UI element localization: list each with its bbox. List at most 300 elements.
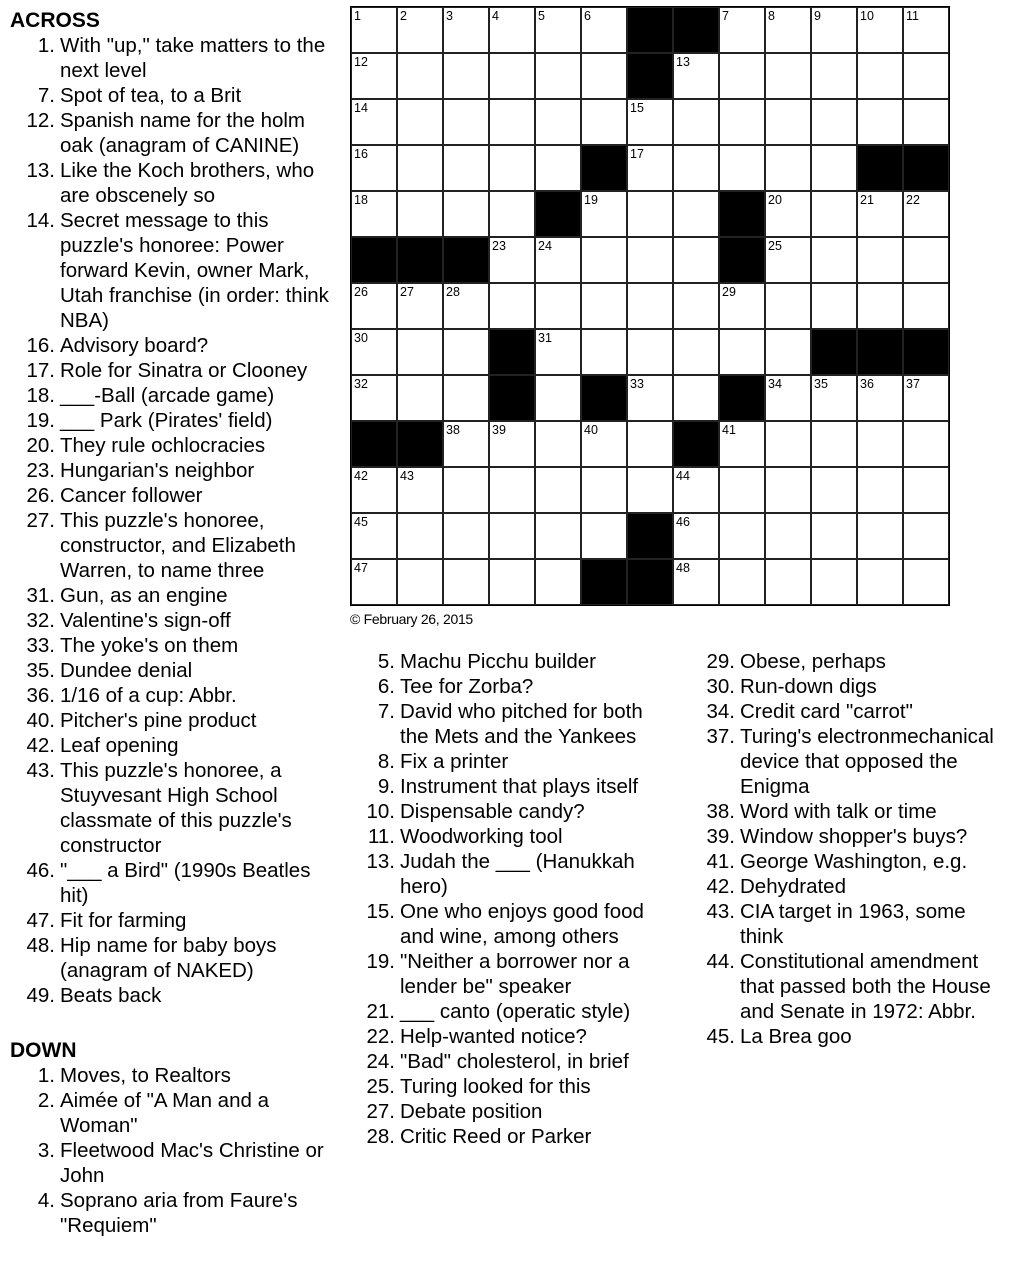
- clue-text: Valentine's sign-off: [60, 609, 231, 632]
- across-clue[interactable]: [10, 108, 336, 158]
- grid-cell[interactable]: [627, 191, 673, 237]
- clue-text: George Washington, e.g.: [740, 850, 968, 873]
- across-clue[interactable]: [10, 33, 336, 83]
- down-clue[interactable]: [700, 649, 1012, 674]
- grid-cell[interactable]: [443, 513, 489, 559]
- across-clue[interactable]: [10, 733, 336, 758]
- grid-cell[interactable]: [351, 99, 397, 145]
- across-clue[interactable]: [10, 708, 336, 733]
- down-clue[interactable]: [360, 824, 668, 849]
- grid-cell[interactable]: [903, 191, 949, 237]
- across-clue[interactable]: [10, 758, 336, 858]
- clue-text: This puzzle's honoree, a Stuyvesant High School classmate of this puzzle's constructor: [60, 759, 292, 857]
- clue-number: 43.: [26, 759, 55, 782]
- down-clue[interactable]: [360, 774, 668, 799]
- across-clue[interactable]: [10, 208, 336, 333]
- grid-cell[interactable]: [351, 559, 397, 605]
- cell-number: 28: [446, 285, 460, 299]
- grid-cell[interactable]: [903, 283, 949, 329]
- grid-cell[interactable]: [811, 283, 857, 329]
- clue-number: 32.: [26, 609, 55, 632]
- grid-cell[interactable]: [535, 513, 581, 559]
- grid-cell[interactable]: [857, 283, 903, 329]
- grid-cell[interactable]: [489, 145, 535, 191]
- grid-cell[interactable]: [857, 513, 903, 559]
- grid-cell[interactable]: [581, 421, 627, 467]
- grid-cell[interactable]: [581, 283, 627, 329]
- grid-cell[interactable]: [443, 559, 489, 605]
- grid-cell[interactable]: [811, 467, 857, 513]
- grid-cell[interactable]: [397, 467, 443, 513]
- clue-number: 31.: [26, 584, 55, 607]
- grid-cell[interactable]: [857, 421, 903, 467]
- grid-cell[interactable]: [535, 145, 581, 191]
- clue-text: "Neither a borrower nor a lender be" speaker: [400, 950, 630, 998]
- grid-cell[interactable]: [581, 329, 627, 375]
- grid-cell[interactable]: [581, 53, 627, 99]
- down-clue[interactable]: [700, 949, 1012, 1024]
- across-clue[interactable]: [10, 383, 336, 408]
- across-clue[interactable]: [10, 83, 336, 108]
- clue-text: 1/16 of a cup: Abbr.: [60, 684, 237, 707]
- grid-cell[interactable]: [581, 513, 627, 559]
- across-clue[interactable]: [10, 858, 336, 908]
- clue-text: "Bad" cholesterol, in brief: [400, 1050, 629, 1073]
- grid-cell[interactable]: [443, 7, 489, 53]
- grid-cell[interactable]: [627, 99, 673, 145]
- clue-text: Gun, as an engine: [60, 584, 228, 607]
- grid-cell[interactable]: [857, 191, 903, 237]
- grid-cell[interactable]: [903, 237, 949, 283]
- grid-cell[interactable]: [719, 559, 765, 605]
- grid-cell[interactable]: [443, 53, 489, 99]
- grid-cell[interactable]: [535, 421, 581, 467]
- grid-cell[interactable]: [719, 7, 765, 53]
- across-clue[interactable]: [10, 608, 336, 633]
- grid-cell[interactable]: [443, 329, 489, 375]
- black-square: [489, 329, 535, 375]
- grid-cell[interactable]: [811, 237, 857, 283]
- copyright-notice: © February 26, 2015: [350, 611, 473, 627]
- clue-text: La Brea goo: [740, 1025, 852, 1048]
- grid-cell[interactable]: [351, 513, 397, 559]
- grid-cell[interactable]: [673, 329, 719, 375]
- cell-number: 43: [400, 469, 414, 483]
- grid-cell[interactable]: [765, 191, 811, 237]
- grid-cell[interactable]: [811, 191, 857, 237]
- grid-cell[interactable]: [397, 99, 443, 145]
- grid-cell[interactable]: [673, 283, 719, 329]
- grid-cell[interactable]: [535, 237, 581, 283]
- grid-cell[interactable]: [719, 283, 765, 329]
- grid-cell[interactable]: [765, 237, 811, 283]
- clue-text: David who pitched for both the Mets and the Yankees: [400, 700, 643, 748]
- clue-text: Obese, perhaps: [740, 650, 886, 673]
- grid-cell[interactable]: [627, 375, 673, 421]
- across-clue[interactable]: [10, 908, 336, 933]
- grid-cell[interactable]: [397, 329, 443, 375]
- across-clue[interactable]: [10, 483, 336, 508]
- grid-cell[interactable]: [765, 329, 811, 375]
- down-clue[interactable]: [10, 1138, 336, 1188]
- grid-cell[interactable]: [443, 467, 489, 513]
- grid-cell[interactable]: [903, 375, 949, 421]
- grid-cell[interactable]: [535, 283, 581, 329]
- grid-cell[interactable]: [765, 53, 811, 99]
- black-square: [719, 191, 765, 237]
- grid-cell[interactable]: [673, 53, 719, 99]
- clue-number: 46.: [26, 859, 55, 882]
- clue-text: Spanish name for the holm oak (anagram of CANINE): [60, 109, 305, 157]
- grid-cell[interactable]: [857, 467, 903, 513]
- clue-number: 12.: [26, 109, 55, 132]
- grid-cell[interactable]: [811, 7, 857, 53]
- grid-cell[interactable]: [673, 191, 719, 237]
- grid-cell[interactable]: [765, 283, 811, 329]
- black-square: [535, 191, 581, 237]
- grid-cell[interactable]: [673, 467, 719, 513]
- grid-cell[interactable]: [581, 237, 627, 283]
- grid-cell[interactable]: [351, 191, 397, 237]
- down-clue[interactable]: [360, 674, 668, 699]
- cell-number: 47: [354, 561, 368, 575]
- clue-number: 8.: [377, 750, 395, 773]
- down-clue-list-continued: [700, 649, 1012, 1049]
- grid-cell[interactable]: [765, 467, 811, 513]
- cell-number: 1: [354, 9, 361, 23]
- clue-number: 5.: [377, 650, 395, 673]
- grid-cell[interactable]: [581, 467, 627, 513]
- across-clue[interactable]: [10, 933, 336, 983]
- clue-number: 48.: [26, 934, 55, 957]
- down-clue[interactable]: [360, 1024, 668, 1049]
- clue-text: Like the Koch brothers, who are obscenely so: [60, 159, 315, 207]
- grid-cell[interactable]: [857, 99, 903, 145]
- across-clue[interactable]: [10, 358, 336, 383]
- grid-cell[interactable]: [489, 513, 535, 559]
- clue-number: 20.: [26, 434, 55, 457]
- grid-cell[interactable]: [489, 421, 535, 467]
- down-clue[interactable]: [700, 824, 1012, 849]
- grid-cell[interactable]: [857, 559, 903, 605]
- grid-cell[interactable]: [811, 559, 857, 605]
- grid-cell[interactable]: [719, 421, 765, 467]
- grid-cell[interactable]: [535, 375, 581, 421]
- black-square: [719, 237, 765, 283]
- grid-cell[interactable]: [673, 99, 719, 145]
- grid-cell[interactable]: [351, 375, 397, 421]
- clue-number: 4.: [37, 1189, 55, 1212]
- cell-number: 32: [354, 377, 368, 391]
- black-square: [581, 145, 627, 191]
- grid-cell[interactable]: [765, 99, 811, 145]
- clue-number: 23.: [26, 459, 55, 482]
- grid-cell[interactable]: [857, 53, 903, 99]
- clue-text: Fit for farming: [60, 909, 187, 932]
- across-clue[interactable]: [10, 408, 336, 433]
- grid-cell[interactable]: [811, 145, 857, 191]
- across-clue[interactable]: [10, 508, 336, 583]
- down-clue[interactable]: [700, 674, 1012, 699]
- clue-number: 17.: [26, 359, 55, 382]
- grid-cell[interactable]: [765, 7, 811, 53]
- black-square: [581, 375, 627, 421]
- black-square: [627, 7, 673, 53]
- down-clue-list-continued: [360, 649, 668, 1149]
- clue-number: 18.: [26, 384, 55, 407]
- grid-cell[interactable]: [903, 467, 949, 513]
- down-clue[interactable]: [700, 799, 1012, 824]
- clue-number: 39.: [706, 825, 735, 848]
- grid-cell[interactable]: [811, 53, 857, 99]
- grid-cell[interactable]: [397, 513, 443, 559]
- cell-number: 13: [676, 55, 690, 69]
- down-clue[interactable]: [360, 899, 668, 949]
- down-clue[interactable]: [360, 1049, 668, 1074]
- down-clue-list: [10, 1063, 336, 1238]
- clue-number: 40.: [26, 709, 55, 732]
- grid-cell[interactable]: [857, 375, 903, 421]
- grid-cell[interactable]: [443, 145, 489, 191]
- grid-cell[interactable]: [489, 53, 535, 99]
- grid-cell[interactable]: [397, 53, 443, 99]
- grid-cell[interactable]: [397, 375, 443, 421]
- clue-number: 37.: [706, 725, 735, 748]
- grid-cell[interactable]: [903, 513, 949, 559]
- across-clue[interactable]: [10, 158, 336, 208]
- cell-number: 23: [492, 239, 506, 253]
- grid-cell[interactable]: [581, 191, 627, 237]
- clue-number: 35.: [26, 659, 55, 682]
- down-clue[interactable]: [360, 1124, 668, 1149]
- down-clue[interactable]: [10, 1188, 336, 1238]
- grid-cell[interactable]: [903, 7, 949, 53]
- grid-cell[interactable]: [443, 375, 489, 421]
- down-clue[interactable]: [360, 649, 668, 674]
- grid-cell[interactable]: [903, 421, 949, 467]
- grid-cell[interactable]: [673, 145, 719, 191]
- grid-cell[interactable]: [535, 99, 581, 145]
- grid-cell[interactable]: [535, 329, 581, 375]
- clue-text: Aimée of "A Man and a Woman": [60, 1089, 269, 1137]
- clue-text: Window shopper's buys?: [740, 825, 968, 848]
- clue-number: 3.: [37, 1139, 55, 1162]
- grid-cell[interactable]: [489, 559, 535, 605]
- across-clue[interactable]: [10, 658, 336, 683]
- cell-number: 17: [630, 147, 644, 161]
- grid-cell[interactable]: [673, 237, 719, 283]
- grid-cell[interactable]: [489, 99, 535, 145]
- grid-cell[interactable]: [765, 513, 811, 559]
- grid-cell[interactable]: [903, 53, 949, 99]
- down-clue[interactable]: [10, 1088, 336, 1138]
- across-clue[interactable]: [10, 433, 336, 458]
- grid-cell[interactable]: [719, 53, 765, 99]
- grid-cell[interactable]: [903, 99, 949, 145]
- grid-cell[interactable]: [535, 559, 581, 605]
- down-clue[interactable]: [360, 799, 668, 824]
- grid-cell[interactable]: [489, 7, 535, 53]
- grid-cell[interactable]: [397, 559, 443, 605]
- clue-number: 13.: [366, 850, 395, 873]
- clue-text: Help-wanted notice?: [400, 1025, 587, 1048]
- clue-text: Hungarian's neighbor: [60, 459, 255, 482]
- grid-cell[interactable]: [627, 145, 673, 191]
- across-clue[interactable]: [10, 333, 336, 358]
- cell-number: 38: [446, 423, 460, 437]
- clue-text: Turing's electronmechanical device that opposed the Enigma: [740, 725, 994, 798]
- grid-cell[interactable]: [489, 237, 535, 283]
- grid-cell[interactable]: [673, 559, 719, 605]
- across-clue[interactable]: [10, 983, 336, 1008]
- grid-cell[interactable]: [351, 145, 397, 191]
- cell-number: 33: [630, 377, 644, 391]
- grid-cell[interactable]: [719, 467, 765, 513]
- black-square: [443, 237, 489, 283]
- clue-text: ___-Ball (arcade game): [60, 384, 275, 407]
- down-clue[interactable]: [700, 849, 1012, 874]
- down-clue[interactable]: [700, 874, 1012, 899]
- clue-text: "___ a Bird" (1990s Beatles hit): [60, 859, 311, 907]
- black-square: [351, 237, 397, 283]
- cell-number: 27: [400, 285, 414, 299]
- cell-number: 14: [354, 101, 368, 115]
- black-square: [627, 513, 673, 559]
- down-clue[interactable]: [360, 749, 668, 774]
- cell-number: 42: [354, 469, 368, 483]
- grid-cell[interactable]: [627, 329, 673, 375]
- down-clue[interactable]: [700, 724, 1012, 799]
- cell-number: 29: [722, 285, 736, 299]
- clue-text: Woodworking tool: [400, 825, 563, 848]
- clue-number: 22.: [366, 1025, 395, 1048]
- cell-number: 6: [584, 9, 591, 23]
- grid-cell[interactable]: [627, 467, 673, 513]
- clues-column-right: [700, 649, 1012, 1049]
- grid-cell[interactable]: [903, 559, 949, 605]
- grid-cell[interactable]: [351, 53, 397, 99]
- cell-number: 10: [860, 9, 874, 23]
- grid-cell[interactable]: [765, 375, 811, 421]
- grid-cell[interactable]: [811, 375, 857, 421]
- grid-cell[interactable]: [673, 375, 719, 421]
- cell-number: 3: [446, 9, 453, 23]
- grid-cell[interactable]: [489, 283, 535, 329]
- grid-cell[interactable]: [535, 467, 581, 513]
- grid-cell[interactable]: [351, 7, 397, 53]
- down-clue[interactable]: [360, 949, 668, 999]
- cell-number: 40: [584, 423, 598, 437]
- clue-number: 44.: [706, 950, 735, 973]
- grid-cell[interactable]: [673, 513, 719, 559]
- grid-cell[interactable]: [765, 559, 811, 605]
- grid-cell[interactable]: [443, 99, 489, 145]
- clue-number: 1.: [37, 34, 55, 57]
- grid-cell[interactable]: [627, 237, 673, 283]
- across-clue[interactable]: [10, 633, 336, 658]
- clue-text: Judah the ___ (Hanukkah hero): [400, 850, 635, 898]
- grid-cell[interactable]: [857, 237, 903, 283]
- grid-cell[interactable]: [397, 145, 443, 191]
- clue-text: Constitutional amendment that passed both the House and Senate in 1972: Abbr.: [740, 950, 991, 1023]
- clue-text: With "up," take matters to the next level: [60, 34, 326, 82]
- grid-cell[interactable]: [581, 7, 627, 53]
- grid-cell[interactable]: [535, 53, 581, 99]
- grid-cell[interactable]: [351, 329, 397, 375]
- down-clue[interactable]: [360, 1099, 668, 1124]
- grid-cell[interactable]: [811, 513, 857, 559]
- clue-number: 28.: [366, 1125, 395, 1148]
- clue-number: 47.: [26, 909, 55, 932]
- grid-cell[interactable]: [443, 191, 489, 237]
- black-square: [903, 145, 949, 191]
- cell-number: 9: [814, 9, 821, 23]
- grid-cell[interactable]: [811, 99, 857, 145]
- down-clue[interactable]: [360, 849, 668, 899]
- across-heading: ACROSS: [10, 9, 100, 32]
- black-square: [489, 375, 535, 421]
- clue-text: Role for Sinatra or Clooney: [60, 359, 308, 382]
- grid-cell[interactable]: [719, 329, 765, 375]
- grid-cell[interactable]: [351, 467, 397, 513]
- clue-number: 42.: [706, 875, 735, 898]
- grid-cell[interactable]: [857, 7, 903, 53]
- down-clue[interactable]: [700, 699, 1012, 724]
- black-square: [673, 421, 719, 467]
- cell-number: 4: [492, 9, 499, 23]
- grid-cell[interactable]: [443, 421, 489, 467]
- clue-text: Dundee denial: [60, 659, 193, 682]
- cell-number: 18: [354, 193, 368, 207]
- grid-cell[interactable]: [581, 99, 627, 145]
- grid-cell[interactable]: [627, 283, 673, 329]
- grid-cell[interactable]: [719, 513, 765, 559]
- cell-number: 20: [768, 193, 782, 207]
- cell-number: 26: [354, 285, 368, 299]
- across-clue[interactable]: [10, 683, 336, 708]
- clue-number: 6.: [377, 675, 395, 698]
- clue-text: Debate position: [400, 1100, 543, 1123]
- grid-cell[interactable]: [535, 7, 581, 53]
- grid-cell[interactable]: [627, 421, 673, 467]
- grid-cell[interactable]: [397, 191, 443, 237]
- down-clue[interactable]: [700, 899, 1012, 949]
- clue-number: 15.: [366, 900, 395, 923]
- cell-number: 16: [354, 147, 368, 161]
- grid-cell[interactable]: [443, 283, 489, 329]
- grid-cell[interactable]: [811, 421, 857, 467]
- down-clue[interactable]: [700, 1024, 1012, 1049]
- down-clue[interactable]: [10, 1063, 336, 1088]
- across-clue[interactable]: [10, 583, 336, 608]
- grid-cell[interactable]: [397, 7, 443, 53]
- grid-cell[interactable]: [489, 467, 535, 513]
- down-clue[interactable]: [360, 1074, 668, 1099]
- grid-cell[interactable]: [765, 421, 811, 467]
- clue-text: Tee for Zorba?: [400, 675, 534, 698]
- grid-cell[interactable]: [397, 283, 443, 329]
- down-clue[interactable]: [360, 999, 668, 1024]
- down-clue[interactable]: [360, 699, 668, 749]
- clue-number: 30.: [706, 675, 735, 698]
- grid-cell[interactable]: [719, 145, 765, 191]
- grid-cell[interactable]: [719, 99, 765, 145]
- grid-cell[interactable]: [489, 191, 535, 237]
- grid-cell[interactable]: [351, 283, 397, 329]
- clue-number: 38.: [706, 800, 735, 823]
- grid-cell[interactable]: [765, 145, 811, 191]
- across-clue[interactable]: [10, 458, 336, 483]
